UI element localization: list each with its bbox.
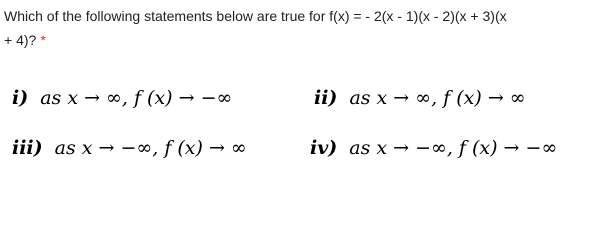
statement-label: iv) (310, 137, 338, 159)
statement-iii (12, 136, 247, 160)
statement-i (12, 86, 232, 110)
statement-expression: as x → −∞, f (x) → −∞ (349, 137, 558, 159)
statement-label: iii) (12, 137, 43, 159)
statement-expression: as x → ∞, f (x) → ∞ (349, 87, 526, 109)
question-line-2: + 4)? (4, 32, 37, 48)
statement-label: ii) (314, 87, 338, 109)
required-asterisk: * (40, 32, 46, 48)
statement-expression: as x → −∞, f (x) → ∞ (54, 137, 247, 159)
statement-expression: as x → ∞, f (x) → −∞ (40, 87, 233, 109)
question-text (4, 4, 600, 52)
statement-iv (310, 136, 557, 160)
statement-label: i) (12, 87, 29, 109)
statement-ii (314, 86, 526, 110)
question-line-1: Which of the following statements below are true for f(x) = - 2(x - 1)(x - 2)(x + 3)(x (4, 8, 507, 24)
